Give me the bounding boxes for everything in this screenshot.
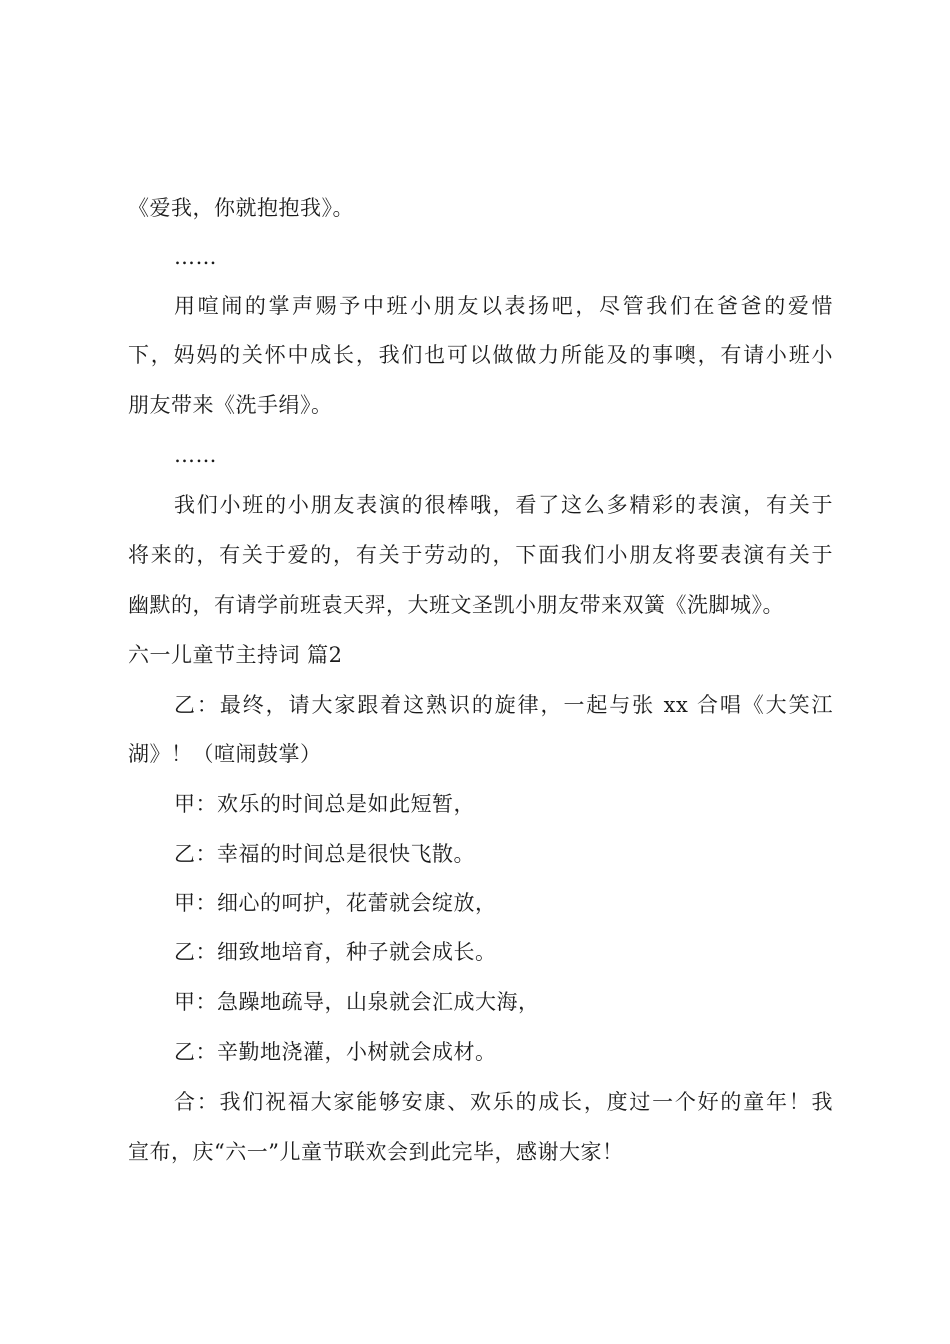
dialogue-line: 乙：辛勤地浇灌，小树就会成材。 <box>174 1040 497 1064</box>
paragraph-line: 乙：最终，请大家跟着这熟识的旋律，一起与张 xx 合唱《大笑江 <box>174 693 833 717</box>
paragraph-line: 将来的，有关于爱的，有关于劳动的，下面我们小朋友将要表演有关于 <box>128 543 833 567</box>
dialogue-line: 甲：欢乐的时间总是如此短暂， <box>174 792 475 816</box>
ellipsis-line: …… <box>174 443 217 467</box>
paragraph-line: 朋友带来《洗手绢》。 <box>128 393 333 417</box>
paragraph-line: 湖》！（喧闹鼓掌） <box>128 742 322 766</box>
paragraph-line: 合：我们祝福大家能够安康、欢乐的成长，度过一个好的童年！我 <box>174 1090 833 1114</box>
dialogue-line: 甲：急躁地疏导，山泉就会汇成大海， <box>174 990 540 1014</box>
text-line: 《爱我，你就抱抱我》。 <box>128 196 354 220</box>
dialogue-line: 乙：幸福的时间总是很快飞散。 <box>174 842 475 866</box>
paragraph-line: 下，妈妈的关怀中成长，我们也可以做做力所能及的事噢，有请小班小 <box>128 343 833 367</box>
paragraph-line: 宣布，庆“六一”儿童节联欢会到此完毕，感谢大家！ <box>128 1140 624 1164</box>
paragraph-line: 幽默的，有请学前班袁天羿，大班文圣凯小朋友带来双簧《洗脚城》。 <box>128 593 784 617</box>
dialogue-line: 甲：细心的呵护，花蕾就会绽放， <box>174 891 497 915</box>
dialogue-line: 乙：细致地培育，种子就会成长。 <box>174 940 497 964</box>
section-heading: 六一儿童节主持词 篇2 <box>128 643 343 667</box>
paragraph-line: 我们小班的小朋友表演的很棒哦，看了这么多精彩的表演，有关于 <box>174 493 833 517</box>
ellipsis-line: …… <box>174 245 217 269</box>
paragraph-line: 用喧闹的掌声赐予中班小朋友以表扬吧，尽管我们在爸爸的爱惜 <box>174 294 833 318</box>
